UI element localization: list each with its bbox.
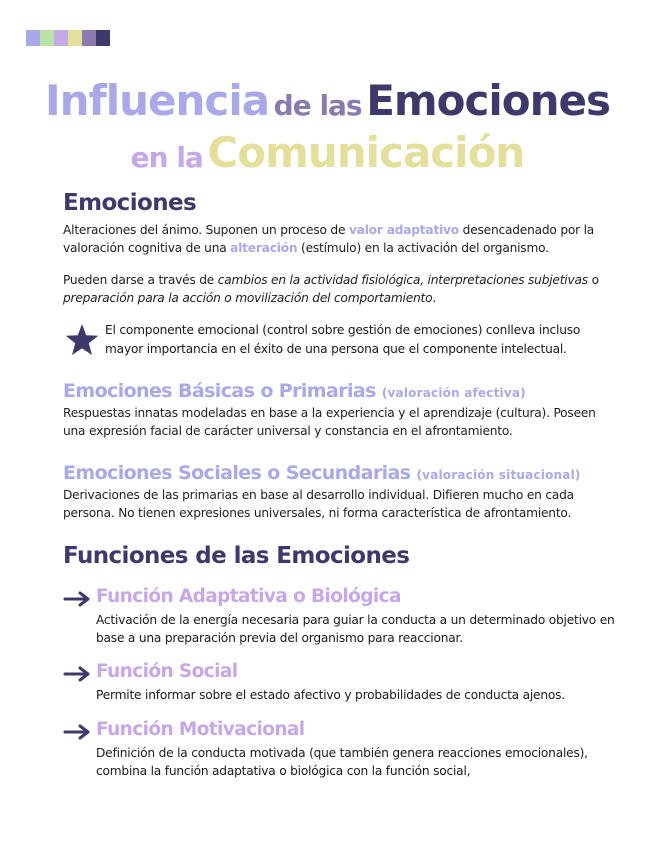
tag-valoracion-afectiva: (valoración afectiva) xyxy=(381,386,526,400)
callout-componente-emocional: El componente emocional (control sobre gestión de emociones) conlleva incluso mayor importancia en el éxito de una persona que el componente intelectual. xyxy=(105,323,581,356)
star-icon xyxy=(64,322,100,358)
page-title-line-2 xyxy=(0,128,655,180)
title-word-comunicacion: Comunicación xyxy=(207,128,525,177)
funcion-social-title: Función Social xyxy=(96,661,238,682)
title-word-en-la: en la xyxy=(130,141,203,174)
swatch-yellow xyxy=(68,30,82,46)
funcion-motivacional-text: Definición de la conducta motivada (que también genera reacciones emocionales), combina la función adaptativa o biológica con la función social, xyxy=(96,746,588,778)
paragraph-emociones-definicion xyxy=(63,221,603,257)
funcion-motivacional-title: Función Motivacional xyxy=(96,719,305,740)
heading-emociones-basicas xyxy=(63,380,526,402)
heading-text: Emociones Básicas o Primarias xyxy=(63,380,376,402)
title-word-influencia: Influencia xyxy=(44,76,270,125)
funcion-social-text: Permite informar sobre el estado afectivo y probabilidades de conducta ajenos. xyxy=(96,688,565,702)
heading-funciones: Funciones de las Emociones xyxy=(63,543,410,569)
arrow-right-icon xyxy=(63,666,93,682)
text-run: (estímulo) en la activación del organismo. xyxy=(297,241,549,255)
paragraph-emociones-formas xyxy=(63,271,603,307)
tag-valoracion-situacional: (valoración situacional) xyxy=(416,468,581,482)
text-run: desencadenado por la valoración cognitiva de una xyxy=(63,223,595,255)
highlight-alteracion: alteración xyxy=(230,241,298,255)
swatch-lilac xyxy=(54,30,68,46)
arrow-right-icon xyxy=(63,591,93,607)
swatch-green xyxy=(40,30,54,46)
color-palette xyxy=(26,30,110,46)
text-run: o xyxy=(587,273,599,287)
swatch-navy xyxy=(96,30,110,46)
heading-text: Emociones Sociales o Secundarias xyxy=(63,462,411,484)
paragraph-emociones-basicas: Respuestas innatas modeladas en base a la experiencia y el aprendizaje (cultura). Poseen una expresión facial de carácter universal y constancia en el afrontamiento. xyxy=(63,406,596,438)
funcion-adaptativa-title: Función Adaptativa o Biológica xyxy=(96,586,401,607)
heading-emociones-sociales xyxy=(63,462,581,484)
swatch-lavender xyxy=(26,30,40,46)
italic-text: preparación para la acción o movilización del comportamiento xyxy=(63,291,433,305)
page-title-line-1 xyxy=(0,76,655,132)
highlight-valor-adaptativo: valor adaptativo xyxy=(348,223,459,237)
text-run: . xyxy=(432,291,437,305)
heading-emociones: Emociones xyxy=(63,190,197,216)
title-word-de-las: de las xyxy=(273,89,362,122)
swatch-purple xyxy=(82,30,96,46)
funcion-adaptativa-text: Activación de la energía necesaria para guiar la conducta a un determinado objetivo en base a una preparación previa del organismo para reaccionar. xyxy=(96,613,615,645)
paragraph-emociones-sociales: Derivaciones de las primarias en base al desarrollo individual. Difieren mucho en cada persona. No tienen expresiones universales, ni forma característica de afrontamiento. xyxy=(63,488,574,520)
italic-text: cambios en la actividad fisiológica, interpretaciones subjetivas xyxy=(217,273,588,287)
text-run: Alteraciones del ánimo. Suponen un proceso de xyxy=(63,223,349,237)
arrow-right-icon xyxy=(63,724,93,740)
title-word-emociones: Emociones xyxy=(366,76,611,125)
text-run: Pueden darse a través de xyxy=(63,273,218,287)
